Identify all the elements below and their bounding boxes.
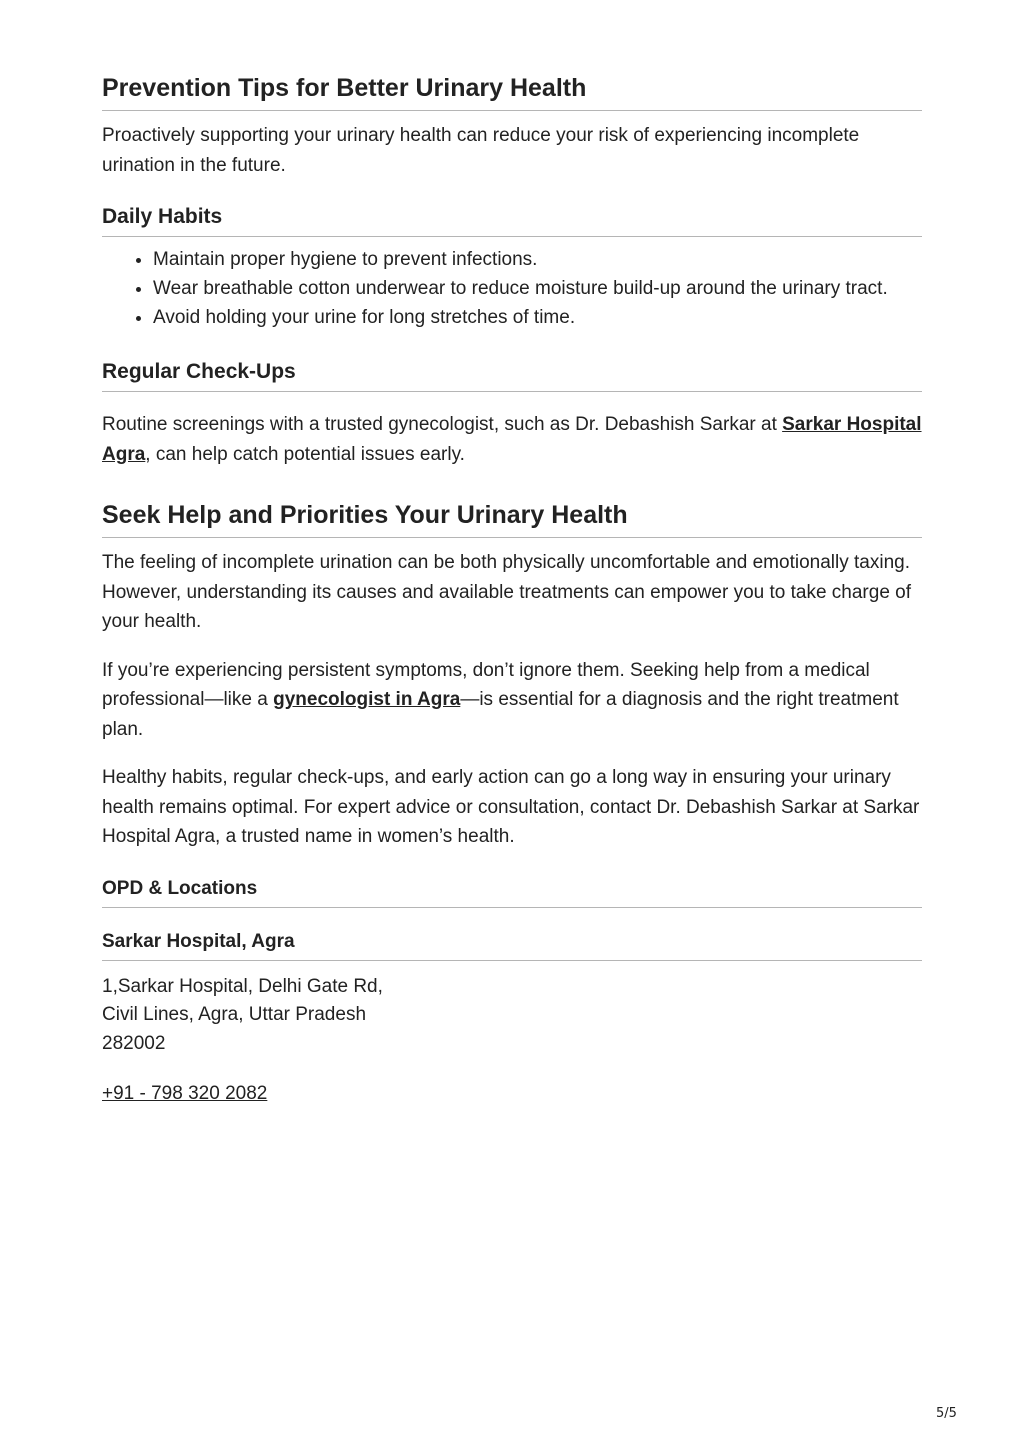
daily-habits-heading: Daily Habits	[102, 202, 922, 237]
address-line-3: 282002	[102, 1032, 166, 1054]
para2-text-before: If you’re experiencing persistent symptoms, don’t ignore them. Seeking help from a medical professional—like a	[102, 659, 870, 710]
phone-paragraph	[102, 1079, 922, 1109]
list-item: • Wear breathable cotton underwear to reduce moisture build-up around the urinary tract.	[153, 274, 922, 303]
seek-help-heading: Seek Help and Priorities Your Urinary Health	[102, 497, 922, 538]
hospital-name-heading: Sarkar Hospital, Agra	[102, 928, 922, 961]
address-line-2: Civil Lines, Agra, Uttar Pradesh	[102, 1004, 367, 1025]
daily-habits-list	[102, 245, 922, 332]
phone-link[interactable]: +91 - 798 320 2082	[102, 1083, 268, 1104]
prevention-heading: Prevention Tips for Better Urinary Health	[102, 70, 922, 111]
checkups-heading: Regular Check-Ups	[102, 357, 922, 392]
sarkar-hospital-link[interactable]: Sarkar Hospital Agra	[102, 414, 922, 465]
page-number: 5/5	[936, 1406, 957, 1421]
checkups-paragraph	[102, 410, 922, 469]
seek-help-paragraph-1: The feeling of incomplete urination can be both physically uncomfortable and emotionally taxing. However, understanding its causes and available treatments can empower you to take charge of your health.	[102, 552, 912, 632]
seek-help-paragraph-3: Healthy habits, regular check-ups, and early action can go a long way in ensuring your urinary health remains optimal. For expert advice or consultation, contact Dr. Debashish Sarkar at Sarkar Hospital Agra, a trusted name in women’s health.	[102, 767, 920, 847]
checkups-text-before: Routine screenings with a trusted gynecologist, such as Dr. Debashish Sarkar at	[102, 414, 783, 435]
article-content	[102, 70, 922, 1109]
gynecologist-link[interactable]: gynecologist in Agra	[273, 689, 461, 710]
checkups-text-after: , can help catch potential issues early.	[145, 443, 465, 465]
list-item: • Maintain proper hygiene to prevent infections.	[153, 245, 922, 274]
para2-text-after: —is essential for a diagnosis and the right treatment plan.	[102, 689, 899, 740]
list-item: • Avoid holding your urine for long stretches of time.	[153, 303, 922, 332]
prevention-intro: Proactively supporting your urinary health can reduce your risk of experiencing incomplete urination in the future.	[102, 125, 860, 176]
address-line-1: 1,Sarkar Hospital, Delhi Gate Rd,	[102, 975, 383, 997]
hospital-address	[102, 973, 922, 1059]
seek-help-paragraph-2	[102, 656, 922, 745]
opd-heading: OPD & Locations	[102, 875, 922, 908]
